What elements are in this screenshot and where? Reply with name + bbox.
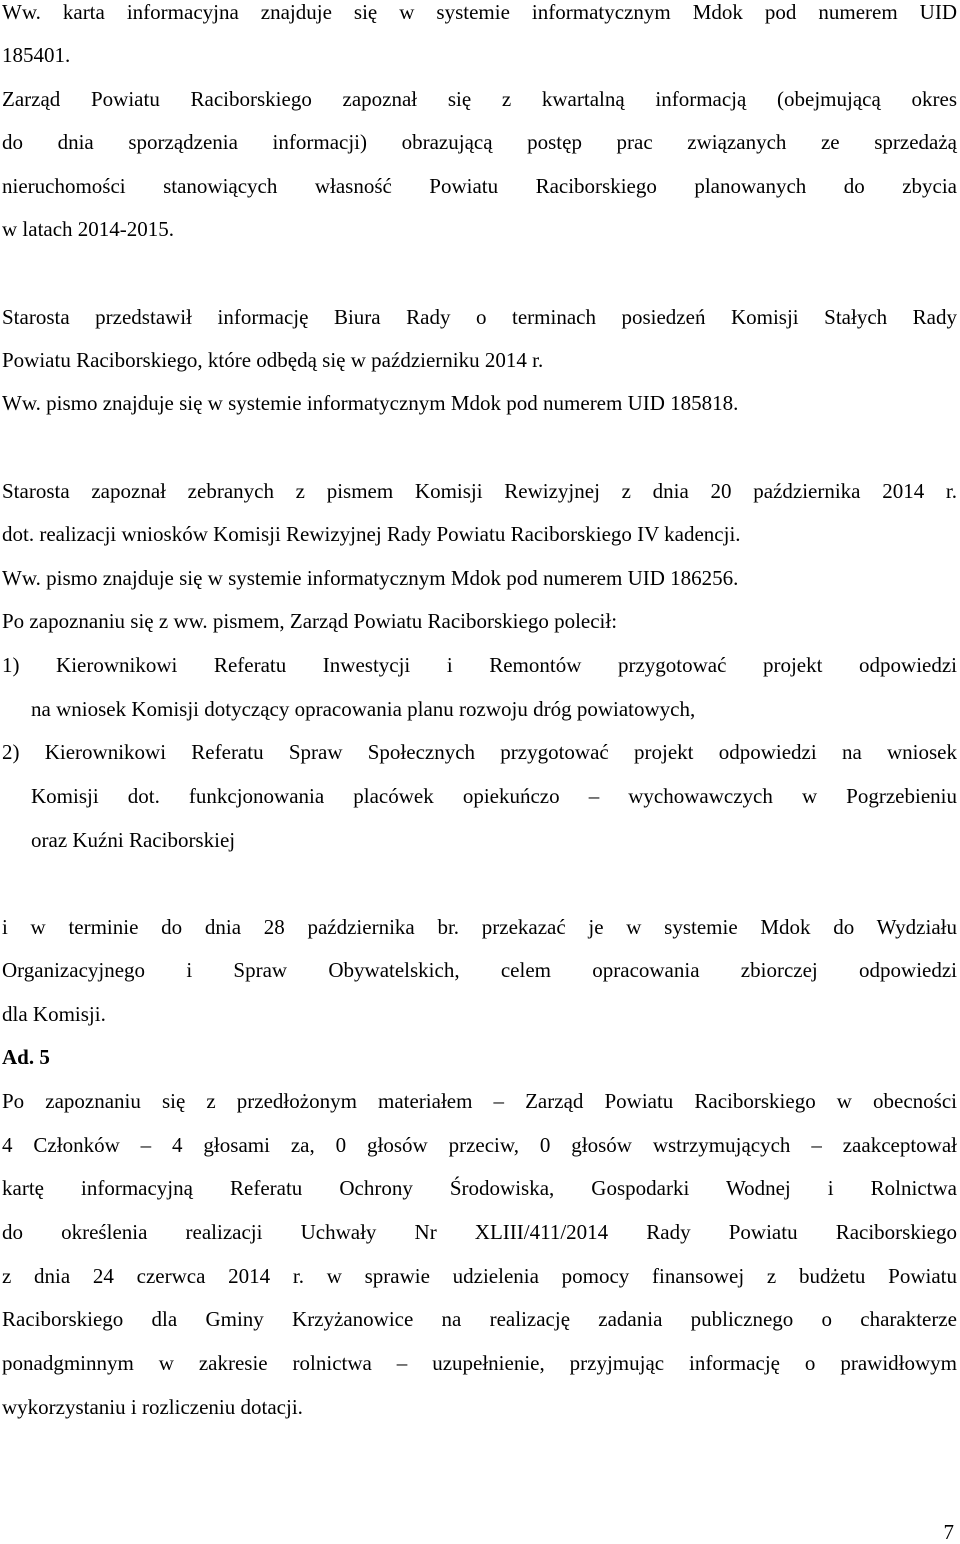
- list-item-continuation: na wniosek Komisji dotyczący opracowania planu rozwoju dróg powiatowych,: [31, 697, 696, 721]
- text-line: Raciborskiego dla Gminy Krzyżanowice na realizację zadania publicznego o charakterze: [2, 1307, 957, 1331]
- text-line: w latach 2014-2015.: [2, 217, 175, 241]
- text-line: ponadgminnym w zakresie rolnictwa – uzupełnienie, przyjmując informację o prawidłowym: [2, 1351, 957, 1375]
- text-line: 185401.: [2, 43, 71, 67]
- section-heading: Ad. 5: [2, 1045, 50, 1069]
- page-number: 7: [943, 1520, 954, 1544]
- text-line: Starosta zapoznał zebranych z pismem Komisji Rewizyjnej z dnia 20 października 2014 r.: [2, 479, 957, 503]
- text-line: Starosta przedstawił informację Biura Rady o terminach posiedzeń Komisji Stałych Rady: [2, 305, 957, 329]
- text-line: Ww. pismo znajduje się w systemie informatycznym Mdok pod numerem UID 185818.: [2, 391, 739, 415]
- list-item: 1) Kierownikowi Referatu Inwestycji i Remontów przygotować projekt odpowiedzi: [2, 653, 957, 677]
- text-line: dot. realizacji wniosków Komisji Rewizyjnej Rady Powiatu Raciborskiego IV kadencji.: [2, 522, 741, 546]
- text-line: wykorzystaniu i rozliczeniu dotacji.: [2, 1395, 303, 1419]
- text-line: kartę informacyjną Referatu Ochrony Środowiska, Gospodarki Wodnej i Rolnictwa: [2, 1176, 957, 1200]
- list-item: 2) Kierownikowi Referatu Spraw Społecznych przygotować projekt odpowiedzi na wniosek: [2, 740, 957, 764]
- text-line: do dnia sporządzenia informacji) obrazującą postęp prac związanych ze sprzedażą: [2, 130, 957, 154]
- list-item-continuation: Komisji dot. funkcjonowania placówek opiekuńczo – wychowawczych w Pogrzebieniu: [31, 784, 957, 808]
- text-line: dla Komisji.: [2, 1002, 106, 1026]
- text-line: Organizacyjnego i Spraw Obywatelskich, celem opracowania zbiorczej odpowiedzi: [2, 958, 957, 982]
- text-line: 4 Członków – 4 głosami za, 0 głosów przeciw, 0 głosów wstrzymujących – zaakceptował: [2, 1133, 957, 1157]
- text-line: Ww. pismo znajduje się w systemie informatycznym Mdok pod numerem UID 186256.: [2, 566, 739, 590]
- text-line: Ww. karta informacyjna znajduje się w systemie informatycznym Mdok pod numerem UID: [2, 0, 957, 24]
- list-item-continuation: oraz Kuźni Raciborskiej: [31, 828, 236, 852]
- text-line: Po zapoznaniu się z przedłożonym materiałem – Zarząd Powiatu Raciborskiego w obecności: [2, 1089, 957, 1113]
- text-line: Zarząd Powiatu Raciborskiego zapoznał się z kwartalną informacją (obejmującą okres: [2, 87, 957, 111]
- text-line: Powiatu Raciborskiego, które odbędą się w październiku 2014 r.: [2, 348, 544, 372]
- text-line: nieruchomości stanowiących własność Powiatu Raciborskiego planowanych do zbycia: [2, 174, 957, 198]
- text-line: Po zapoznaniu się z ww. pismem, Zarząd Powiatu Raciborskiego polecił:: [2, 609, 618, 633]
- text-line: i w terminie do dnia 28 października br. przekazać je w systemie Mdok do Wydziału: [2, 915, 957, 939]
- text-line: do określenia realizacji Uchwały Nr XLIII/411/2014 Rady Powiatu Raciborskiego: [2, 1220, 957, 1244]
- text-line: z dnia 24 czerwca 2014 r. w sprawie udzielenia pomocy finansowej z budżetu Powiatu: [2, 1264, 957, 1288]
